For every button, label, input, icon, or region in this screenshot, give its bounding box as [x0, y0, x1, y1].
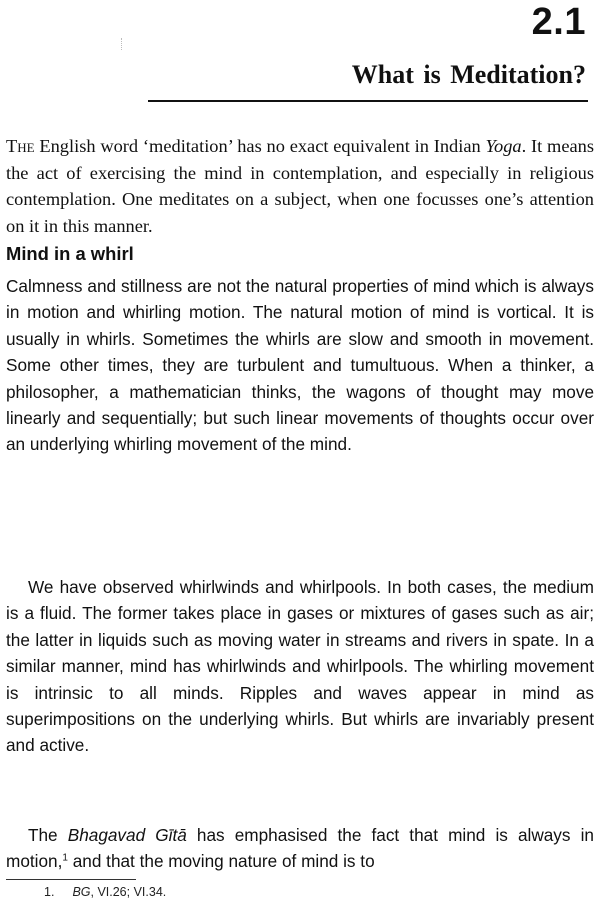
paragraph-2-text: We have observed whirlwinds and whirlpools. In both cases, the medium is a fluid. The former takes place in gases or mixtures of gases such as air; the latter in liquids such as moving water in streams and rivers in spate. In a similar manner, mind has whirlwinds and whirlpools. The whirling movement is intrinsic to all minds. Ripples and waves appear in mind as superimpositions on the underlying whirls. But whirls are invariably present and active. [6, 577, 594, 756]
section-heading: Mind in a whirl [6, 243, 134, 264]
footnote-rule [6, 879, 136, 880]
paragraph-2 [6, 574, 594, 759]
footnote [44, 884, 166, 900]
paragraph-3-b: has emphasised the fact that mind is always in motion, [6, 825, 594, 872]
paragraph-3-c: and that the moving nature of mind is to [67, 851, 375, 872]
paragraph-3 [6, 822, 594, 875]
intro-yoga: Yoga [485, 136, 522, 156]
footnote-reference[interactable]: 1 [62, 852, 68, 864]
paragraph-3-a: The [28, 825, 68, 845]
paragraph-1 [6, 273, 594, 458]
margin-mark [121, 38, 123, 50]
chapter-title: What is Meditation? [351, 60, 586, 89]
intro-paragraph [6, 133, 594, 239]
chapter-number: 2.1 [531, 1, 586, 43]
paragraph-3-title: Bhagavad Gītā [67, 825, 187, 845]
intro-first-word: The [6, 136, 35, 156]
footnote-source: BG [72, 885, 91, 899]
intro-text-b: . It means the act of exercising the mind in contemplation, and especially in religious contemplation. One meditates on a subject, when one focusses one’s attention on it in this manner. [6, 136, 594, 236]
paragraph-1-text: Calmness and stillness are not the natural properties of mind which is always in motion and whirling motion. The natural motion of mind is vortical. It is usually in whirls. Sometimes the whirls are slow and smooth in movement. Some other times, they are turbulent and tumultuous. When a thinker, a philosopher, a mathematician thinks, the wagons of thought may move linearly and sequentially; but such linear movements of thoughts occur over an underlying whirling movement of the mind. [6, 276, 594, 455]
title-rule [148, 100, 588, 102]
footnote-ref: , VI.26; VI.34. [90, 885, 167, 899]
intro-text-a: English word ‘meditation’ has no exact equivalent in Indian [34, 136, 486, 156]
footnote-number: 1. [44, 885, 55, 899]
